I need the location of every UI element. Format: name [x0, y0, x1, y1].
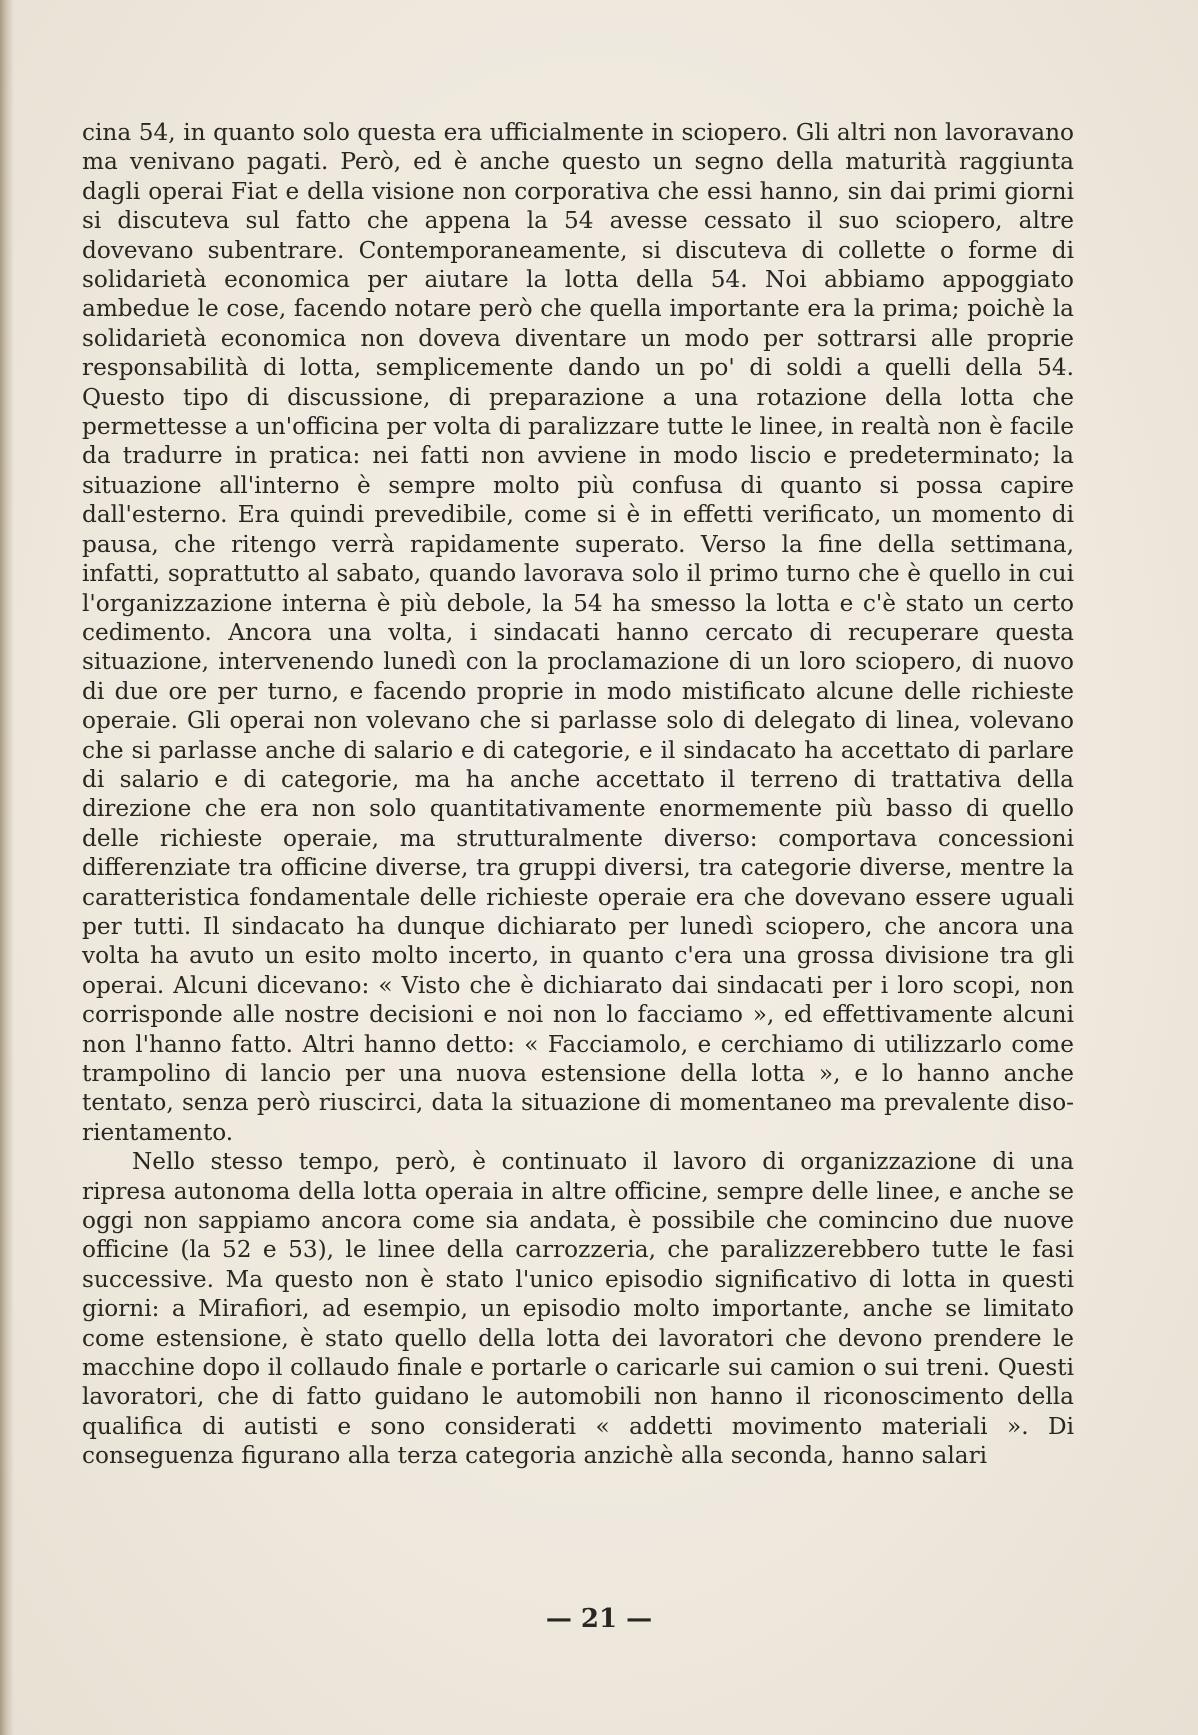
paragraph-new: Nello stesso tempo, però, è continuato il lavoro di organizzazione di una ripresa autonoma della lotta operaia in altre officine, sempre delle linee, e anche se oggi non sappiamo ancora come sia andata, è possibile che comincino due nuove officine (la 52 e 53), le linee della carrozzeria, che paralizzerebbero tutte le fasi successive. Ma questo non è stato l'unico episodio significativo di lotta in questi giorni: a Mirafiori, ad esempio, un episodio molto importante, anche se limitato come estensione, è stato quello della lotta dei lavoratori che devono prendere le macchine dopo il collaudo finale e portarle o caricarle sui camion o sui treni. Questi lavoratori, che di fatto guidano le automobili non hanno il riconoscimento della qualifica di autisti e sono considerati « addetti movimento materiali ». Di conseguenza figurano alla terza categoria anzichè alla seconda, hanno salari [82, 1148, 1074, 1470]
body-text [82, 118, 1074, 1471]
page-number: — 21 — [545, 1604, 653, 1634]
paragraph-continuation: cina 54, in quanto solo questa era ufficialmente in sciopero. Gli altri non lavoravano ma venivano pagati. Però, ed è anche questo un segno della maturità raggiunta dagli operai Fiat e della visione non corporativa che essi hanno, sin dai primi giorni si discuteva sul fatto che appena la 54 avesse cessato il suo sciopero, altre dovevano subentrare. Contemporaneamente, si discuteva di collette o forme di solidarietà economica per aiutare la lotta della 54. Noi abbiamo appoggiato ambedue le cose, facendo notare però che quella importante era la prima; poichè la solidarietà economica non doveva diventare un modo per sottrarsi alle proprie responsabilità di lotta, semplicemente dando un po' di soldi a quelli della 54. Questo tipo di discussione, di preparazione a una rotazione della lotta che permettesse a un'officina per volta di paralizzare tutte le linee, in realtà non è facile da tradurre in pratica: nei fatti non avviene in modo liscio e predeterminato; la situazione all'interno è sempre molto più confusa di quanto si possa capire dall'esterno. Era quindi prevedibile, come si è in effetti verificato, un momento di pausa, che ritengo verrà rapidamente superato. Verso la fine della settimana, infatti, soprattutto al sabato, quando lavorava solo il primo turno che è quello in cui l'organizzazione interna è più debole, la 54 ha smesso la lotta e c'è stato un certo cedimento. Ancora una volta, i sindacati hanno cercato di recuperare questa situazione, intervenendo lunedì con la proclamazione di un loro sciopero, di nuovo di due ore per turno, e facendo proprie in modo mistificato alcune delle richieste operaie. Gli operai non volevano che si parlasse solo di delegato di linea, volevano che si parlasse anche di salario e di categorie, e il sindacato ha accettato di parlare di salario e di categorie, ma ha anche accettato il terreno di trattativa della direzione che era non solo quantitativamente enormemente più basso di quello delle richieste operaie, ma strutturalmente diverso: comportava concessioni differenziate tra officine diverse, tra gruppi diversi, tra categorie diverse, mentre la caratteristica fondamentale delle richieste operaie era che dovevano essere uguali per tutti. Il sindacato ha dunque dichiarato per lunedì sciopero, che ancora una volta ha avuto un esito molto incerto, in quanto c'era una grossa divisione tra gli operai. Alcuni dicevano: « Visto che è dichiarato dai sindacati per i loro scopi, non corrisponde alle nostre decisioni e noi non lo facciamo », ed effettivamente alcuni non l'hanno fatto. Altri hanno detto: « Facciamolo, e cerchiamo di utilizzarlo come trampolino di lancio per una nuova estensione della lotta », e lo hanno anche tentato, senza però riuscirci, data la situazione di momentaneo ma prevalente disorientamento. [82, 119, 1074, 1146]
page-binding-edge [0, 0, 14, 1735]
